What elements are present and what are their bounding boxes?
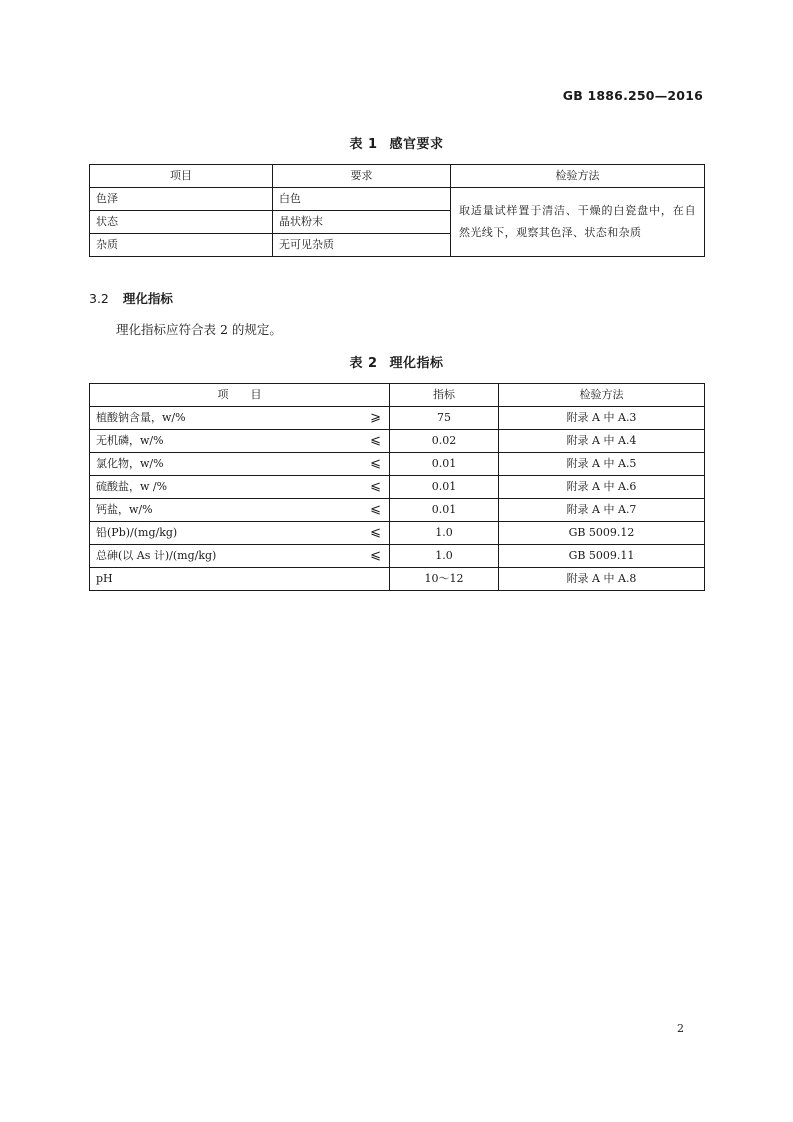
method-cell: 附录 A 中 A.4 (499, 430, 705, 453)
table-header-row (90, 165, 705, 188)
comparison-symbol: ⩽ (370, 433, 381, 449)
comparison-symbol: ⩾ (370, 410, 381, 426)
table-row (90, 188, 705, 211)
item-label: 硫酸盐，w /% (96, 480, 168, 494)
column-header-method: 检验方法 (499, 384, 705, 407)
sensory-requirements-table (89, 164, 705, 257)
table-header-row (90, 384, 705, 407)
table-row (90, 545, 705, 568)
section-paragraph: 理化指标应符合表 2 的规定。 (116, 322, 282, 337)
standard-number: GB 1886.250—2016 (562, 88, 703, 103)
item-cell (90, 522, 390, 545)
table2-caption-number: 表 2 (349, 356, 378, 371)
column-header-item: 项 目 (90, 384, 390, 407)
method-cell: 附录 A 中 A.6 (499, 476, 705, 499)
table1-caption (0, 133, 793, 152)
table-row (90, 453, 705, 476)
column-header-indicator: 指标 (390, 384, 499, 407)
item-label: 总砷(以 As 计)/(mg/kg) (96, 549, 217, 563)
item-cell (90, 453, 390, 476)
comparison-symbol: ⩽ (370, 525, 381, 541)
requirement-cell: 晶状粉末 (273, 211, 451, 234)
indicator-cell: 0.01 (390, 499, 499, 522)
method-cell: 取适量试样置于清洁、干燥的白瓷盘中，在自然光线下，观察其色泽、状态和杂质 (451, 188, 705, 257)
indicator-cell: 75 (390, 407, 499, 430)
comparison-symbol: ⩽ (370, 548, 381, 564)
method-cell: GB 5009.11 (499, 545, 705, 568)
column-header-item: 项目 (90, 165, 273, 188)
item-label: 钙盐，w/% (96, 503, 153, 517)
requirement-cell: 白色 (273, 188, 451, 211)
method-cell: 附录 A 中 A.5 (499, 453, 705, 476)
table-row (90, 522, 705, 545)
table1-caption-title: 感官要求 (389, 137, 444, 152)
physicochemical-indicators-table (89, 383, 705, 591)
item-cell (90, 545, 390, 568)
method-cell: 附录 A 中 A.3 (499, 407, 705, 430)
requirement-cell: 无可见杂质 (273, 234, 451, 257)
indicator-cell: 10～12 (390, 568, 499, 591)
table-row (90, 568, 705, 591)
table-row (90, 407, 705, 430)
section-heading (89, 289, 173, 307)
item-cell (90, 568, 390, 591)
table-row (90, 430, 705, 453)
comparison-symbol: ⩽ (370, 479, 381, 495)
indicator-cell: 0.01 (390, 476, 499, 499)
table-row (90, 476, 705, 499)
method-cell: 附录 A 中 A.7 (499, 499, 705, 522)
comparison-symbol: ⩽ (370, 456, 381, 472)
item-cell: 状态 (90, 211, 273, 234)
indicator-cell: 1.0 (390, 545, 499, 568)
indicator-cell: 0.02 (390, 430, 499, 453)
indicator-cell: 1.0 (390, 522, 499, 545)
item-cell (90, 499, 390, 522)
section-number: 3.2 (89, 291, 109, 306)
item-label: 无机磷，w/% (96, 434, 164, 448)
indicator-cell: 0.01 (390, 453, 499, 476)
table2-caption-title: 理化指标 (389, 356, 444, 371)
item-label: pH (96, 572, 113, 586)
method-cell: GB 5009.12 (499, 522, 705, 545)
comparison-symbol: ⩽ (370, 502, 381, 518)
column-header-requirement: 要求 (273, 165, 451, 188)
item-label: 植酸钠含量，w/% (96, 411, 186, 425)
table1-caption-number: 表 1 (349, 137, 378, 152)
item-cell: 色泽 (90, 188, 273, 211)
item-label: 氯化物，w/% (96, 457, 164, 471)
item-label: 铅(Pb)/(mg/kg) (96, 526, 178, 540)
item-cell (90, 430, 390, 453)
method-cell: 附录 A 中 A.8 (499, 568, 705, 591)
item-cell: 杂质 (90, 234, 273, 257)
item-cell (90, 476, 390, 499)
item-cell (90, 407, 390, 430)
column-header-method: 检验方法 (451, 165, 705, 188)
table2-caption (0, 352, 793, 371)
table-row (90, 499, 705, 522)
page-number: 2 (677, 1022, 684, 1035)
section-title: 理化指标 (122, 291, 173, 306)
